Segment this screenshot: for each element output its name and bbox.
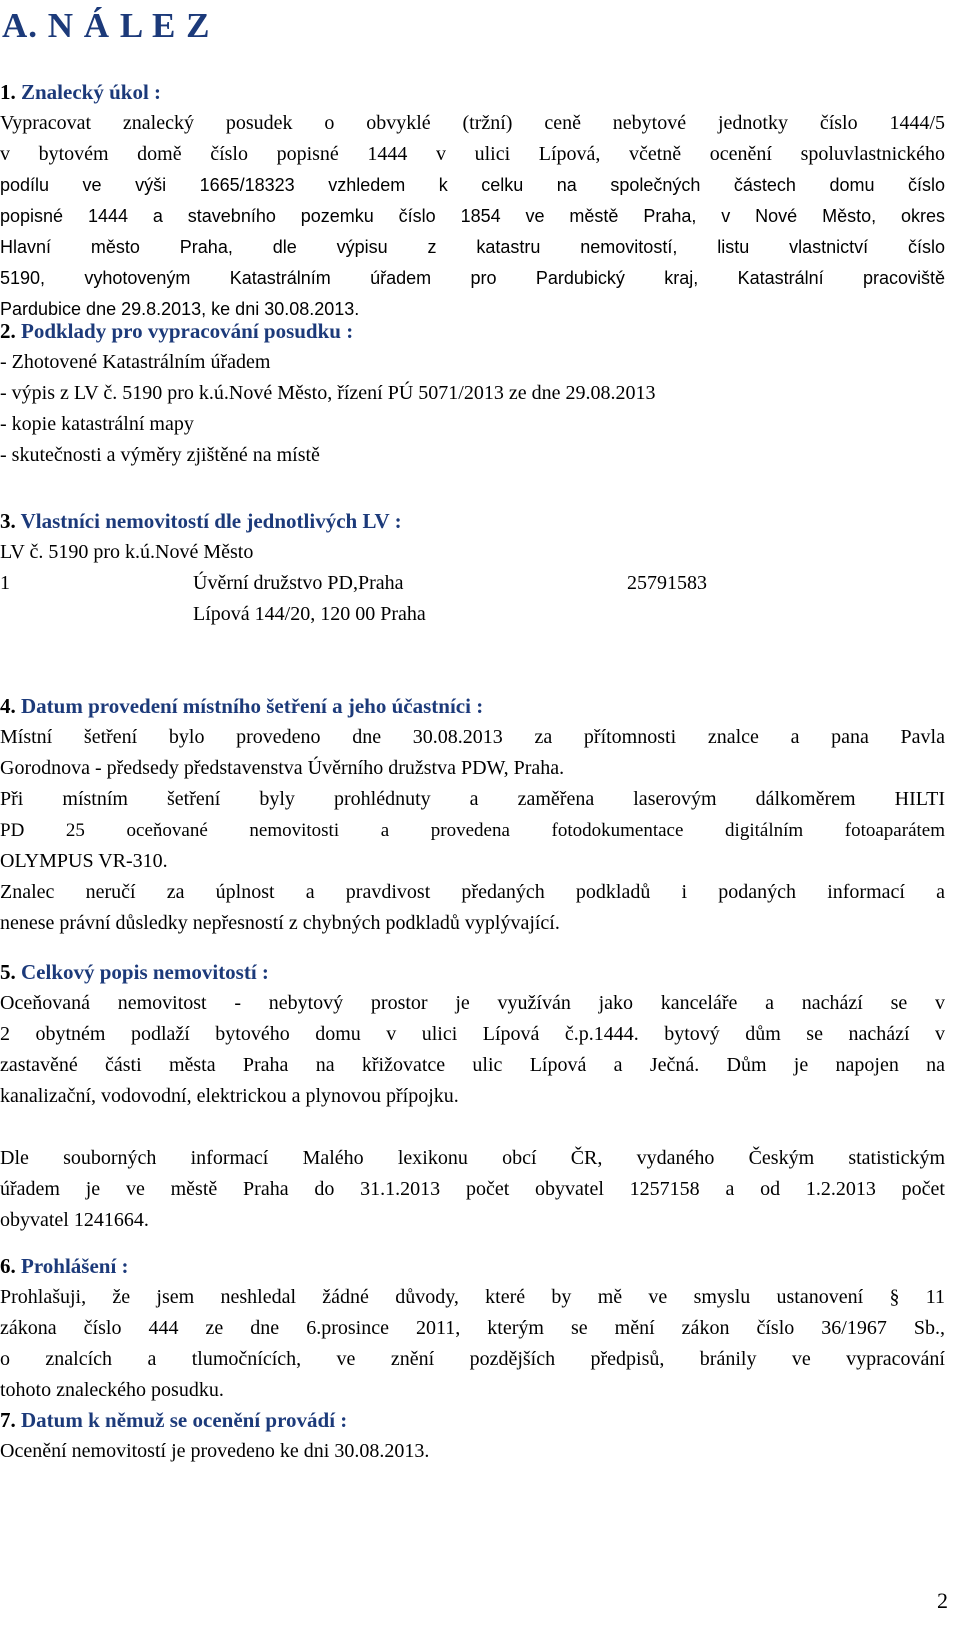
paragraph-line: kanalizační, vodovodní, elektrickou a plynovou přípojku.: [0, 1085, 459, 1107]
section-heading: [0, 956, 945, 988]
paragraph-line: Prohlašuji, že jsem neshledal žádné důvody, které by mě ve smyslu ustanovení § 11: [0, 1286, 945, 1308]
paragraph-line: 5190, vyhotoveným Katastrálním úřadem pro Pardubický kraj, Katastrální pracoviště: [0, 268, 945, 288]
paragraph-line: úřadem je ve městě Praha do 31.1.2013 počet obyvatel 1257158 a od 1.2.2013 počet: [0, 1178, 945, 1200]
page-number: 2: [937, 1588, 948, 1613]
section-number: 6.: [0, 1254, 16, 1278]
section-heading: [0, 76, 945, 108]
paragraph-line: v bytovém domě číslo popisné 1444 v ulici Lípová, včetně ocenění spoluvlastnického: [0, 143, 945, 165]
paragraph-line: nenese právní důsledky nepřesností z chybných podkladů vyplývající.: [0, 912, 560, 934]
paragraph-line: obyvatel 1241664.: [0, 1209, 149, 1231]
paragraph-line: Dle souborných informací Malého lexikonu obcí ČR, vydaného Českým statistickým: [0, 1147, 945, 1169]
section-number: 7.: [0, 1408, 16, 1432]
paragraph-line: popisné 1444 a stavebního pozemku číslo 1854 ve městě Praha, v Nové Město, okres: [0, 206, 945, 226]
page-title: A. N Á L E Z: [2, 6, 211, 45]
list-item: - skutečnosti a výměry zjištěné na místě: [0, 444, 320, 466]
paragraph-line: Při místním šetření byly prohlédnuty a zaměřena laserovým dálkoměrem HILTI: [0, 788, 945, 810]
paragraph-line: Znalec neručí za úplnost a pravdivost předaných podkladů i podaných informací a: [0, 881, 945, 903]
paragraph-line: podílu ve výši 1665/18323 vzhledem k celku na společných částech domu číslo: [0, 175, 945, 195]
paragraph-line: OLYMPUS VR-310.: [0, 850, 168, 872]
section-7: [0, 1404, 945, 1467]
paragraph-line: PD 25 oceňované nemovitosti a provedena fotodokumentace digitálním fotoaparátem: [0, 820, 945, 841]
owner-address: Lípová 144/20, 120 00 Praha: [193, 603, 426, 625]
paragraph-line: Ocenění nemovitostí je provedeno ke dni 30.08.2013.: [0, 1440, 430, 1462]
section-title: Prohlášení :: [21, 1254, 129, 1278]
section-1: [0, 76, 945, 325]
section-number: 1.: [0, 80, 16, 104]
list-item: - kopie katastrální mapy: [0, 413, 194, 435]
section-heading: [0, 315, 945, 347]
section-number: 5.: [0, 960, 16, 984]
section-title: Datum provedení místního šetření a jeho účastníci :: [21, 694, 484, 718]
section-number: 3.: [0, 509, 16, 533]
section-number: 4.: [0, 694, 16, 718]
section-3: [0, 505, 945, 630]
paragraph-line: zákona číslo 444 ze dne 6.prosince 2011, kterým se mění zákon číslo 36/1967 Sb.,: [0, 1317, 945, 1339]
section-title: Podklady pro vypracování posudku :: [21, 319, 354, 343]
owner-name: Úvěrní družstvo PD,Praha: [193, 572, 404, 594]
paragraph-line: Hlavní město Praha, dle výpisu z katastru nemovitostí, listu vlastnictví číslo: [0, 237, 945, 257]
section-heading: [0, 505, 945, 537]
paragraph-line: Oceňovaná nemovitost - nebytový prostor je využíván jako kanceláře a nachází se v: [0, 992, 945, 1014]
section-6: [0, 1250, 945, 1406]
paragraph-line: 2 obytném podlaží bytového domu v ulici Lípová č.p.1444. bytový dům se nachází v: [0, 1023, 945, 1045]
paragraph-line: o znalcích a tlumočnících, ve znění pozdějších předpisů, bránily ve vypracování: [0, 1348, 945, 1370]
section-4: [0, 690, 945, 939]
owner-index: 1: [0, 572, 10, 594]
paragraph-line: Gorodnova - předsedy představenstva Úvěrního družstva PDW, Praha.: [0, 757, 565, 779]
section-title: Vlastníci nemovitostí dle jednotlivých LV :: [20, 509, 402, 533]
section-2: [0, 315, 945, 471]
owner-id: 25791583: [627, 572, 707, 594]
paragraph-line: zastavěné části města Praha na křižovatce ulic Lípová a Ječná. Dům je napojen na: [0, 1054, 945, 1076]
owner-row: [0, 568, 945, 599]
owner-address-row: [0, 599, 945, 630]
section-title: Celkový popis nemovitostí :: [21, 960, 269, 984]
paragraph-line: Pardubice dne 29.8.2013, ke dni 30.08.2013.: [0, 299, 360, 319]
paragraph-line: Vypracovat znalecký posudek o obvyklé (tržní) ceně nebytové jednotky číslo 1444/5: [0, 112, 945, 134]
paragraph-line: tohoto znaleckého posudku.: [0, 1379, 224, 1401]
section-number: 2.: [0, 319, 16, 343]
section-5: [0, 956, 945, 1236]
section-title: Znalecký úkol :: [21, 80, 162, 104]
paragraph-line: Místní šetření bylo provedeno dne 30.08.2013 za přítomnosti znalce a pana Pavla: [0, 726, 945, 748]
list-item: - výpis z LV č. 5190 pro k.ú.Nové Město, řízení PÚ 5071/2013 ze dne 29.08.2013: [0, 382, 656, 404]
section-title: Datum k němuž se ocenění provádí :: [21, 1408, 348, 1432]
lv-line: LV č. 5190 pro k.ú.Nové Město: [0, 541, 254, 563]
list-item: - Zhotovené Katastrálním úřadem: [0, 351, 271, 373]
spacer: [0, 1112, 945, 1143]
section-heading: [0, 1250, 945, 1282]
section-heading: [0, 690, 945, 722]
section-heading: [0, 1404, 945, 1436]
